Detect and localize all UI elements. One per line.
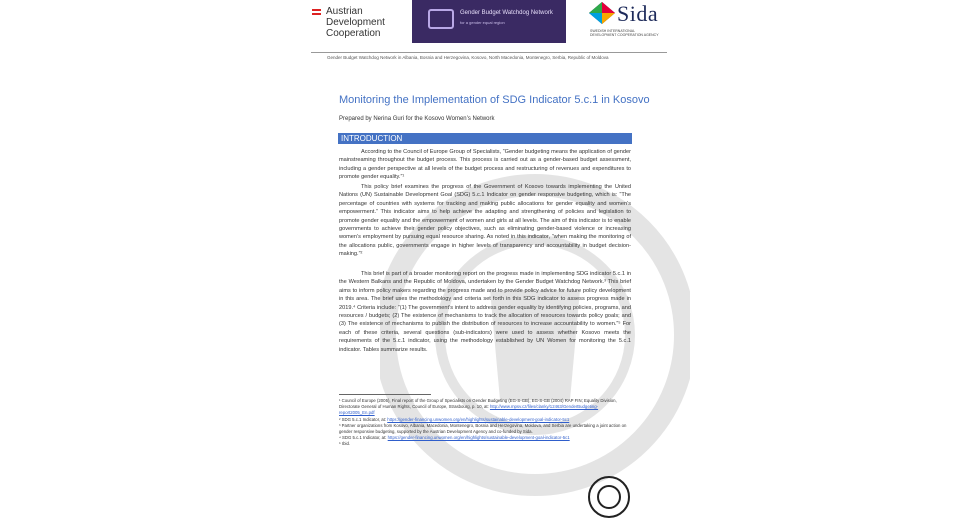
footnote-3 xyxy=(339,423,629,435)
header-divider xyxy=(311,52,667,53)
footnote-1 xyxy=(339,398,629,417)
sida-sub-2: DEVELOPMENT COOPERATION AGENCY xyxy=(590,33,659,38)
footnotes xyxy=(339,398,629,448)
prepared-by: Prepared by Nerina Guri for the Kosovo Women’s Network xyxy=(339,116,495,122)
ada-line-3: Cooperation xyxy=(326,28,381,39)
sida-pinwheel-icon xyxy=(589,2,615,24)
paragraph-3: This brief is part of a broader monitoring report on the progress made in implementing SDG indicator 5.c.1 in the Western Balkans and the Republic of Moldova, undertaken by the Gender Budget Watchdog Network.³ This brief aims to inform policy makers regarding the progress made and to provide policy advice for future policy development in this area. The brief uses the methodology and criteria set forth in this SDG indicator to assess progress made in 2019.⁴ Criteria include: “(1) The government’s intent to address gender equality by identifying policies, programs, and resources / budgets; (2) The existence of mechanisms to track the allocation of resources towards policy goals; and (3) The existence of mechanisms to publish the distribution of resources to increase accountability to women.”⁵ For each of these criteria, several questions (sub-indicators) were used to assess whether Kosovo meets the requirements of the 5.c.1 indicator, using the methodology established by UN Women for monitoring the 5.c.1 indicator. Tables summarize results. xyxy=(339,271,631,353)
sida-name: Sida xyxy=(617,1,659,26)
sida-sub-1: SWEDISH INTERNATIONAL xyxy=(590,29,636,33)
footnote-5 xyxy=(339,441,629,447)
gbwn-logo-banner xyxy=(412,0,566,43)
ada-line-2: Development xyxy=(326,17,385,28)
section-heading-bar xyxy=(338,133,632,144)
document-title: Monitoring the Implementation of SDG Indicator 5.c.1 in Kosovo xyxy=(339,94,650,106)
paragraph-2: This policy brief examines the progress of the Government of Kosovo towards implementing the United Nations (UN) Sustainable Development Goal (SDG) 5.c.1 Indicator on gender responsive budgeting, which is: “The percentage of countries with systems for tracking and making public allocations for gender equality and women’s empowerment.” This indicator aims to help achieve the adapting and strengthening of policies and legislation to promote gender equality and the empowerment of women and girls at all levels. The aim of this indicator is to enable governments to achieve their gender policy objectives, such as eliminating gender-based violence or increasing women’s employment by pursuing equal resource sharing. As noted in this indicator, “when making the monitoring of the allocations public, governments engage in higher levels of transparency and accountability in budget decision-making.”² xyxy=(339,184,631,258)
gbwn-mark-icon xyxy=(428,9,454,29)
footnote-2-link[interactable]: https://gender-financing.unwomen.org/en/highlights/sustainable-development-goal-indicator-5c1 xyxy=(387,416,570,422)
footnote-1-link[interactable]: http://www.mpsv.cz/files/clanky/12463/GenderBudgeting-report2005_En.pdf xyxy=(339,404,599,416)
austria-flag-icon xyxy=(312,9,321,15)
ada-line-1: Austrian xyxy=(326,6,363,17)
footnote-4-link[interactable]: https://gender-financing.unwomen.org/en/highlights/sustainable-development-goal-indicator-5c1 xyxy=(387,435,570,441)
kwn-seal-icon xyxy=(588,476,630,518)
footnote-3-text: ³ Partner organizations from Kosovo, Albania, Macedonia, Montenegro, Bosnia and Herzegovina, Moldova, and Serbia are undertaking a joint action on gender responsive budgeting, supported by the Austrian Development Agency and co-funded by Sida. xyxy=(339,422,627,435)
network-line: Gender Budget Watchdog Network in Albania, Bosnia and Herzegovina, Kosovo, North Macedonia, Montenegro, Serbia, Republic of Moldova xyxy=(327,55,609,60)
footnote-2-text: ² SDG 5.c.1 Indicator, at: xyxy=(339,416,388,422)
footnote-1-text: ¹ Council of Europe (2005), Final report of the Group of Specialists on Gender Budgeting (EG-S-GB), EG-S-GB (2004) RAP FIN; Equality Division, Directorate General of Human Rights, Council of Europe, Strasbourg, p. 10, at: xyxy=(339,398,617,410)
gbwn-title: Gender Budget Watchdog Network xyxy=(460,10,553,16)
footnote-5-text: ⁵ Ibid. xyxy=(339,441,351,447)
footnote-4-text: ⁴ SDG 5.c.1 Indicator, at: xyxy=(339,435,388,441)
footnote-divider xyxy=(339,394,431,395)
section-heading: INTRODUCTION xyxy=(341,134,403,143)
gbwn-subtitle: for a gender equal region xyxy=(460,20,505,25)
paragraph-1: According to the Council of Europe Group of Specialists, “Gender budgeting means the application of gender mainstreaming throughout the budget process. This process is carried out as a gender-based budget assessment, including a gender perspective at all levels of the budget process and restructuring of revenues and expenditures to promote gender equality.”¹ xyxy=(339,149,631,181)
